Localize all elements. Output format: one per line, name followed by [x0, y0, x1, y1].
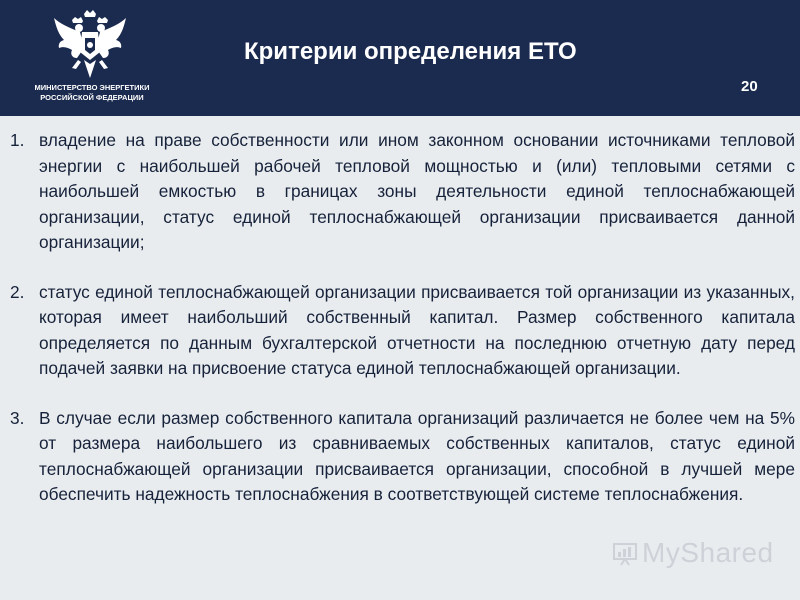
presentation-icon	[612, 540, 638, 566]
ministry-line-1: МИНИСТЕРСТВО ЭНЕРГЕТИКИ	[34, 83, 150, 92]
list-item	[10, 406, 795, 508]
page-number: 20	[741, 78, 758, 95]
watermark	[612, 537, 774, 569]
item-number: 3.	[10, 407, 25, 428]
slide-header	[0, 0, 800, 116]
item-text: владение на праве собственности или ином законном основании источниками тепловой энергии с наибольшей рабочей тепловой мощностью и (или) тепловыми сетями с наибольшей емкостью в границах зоны деятельности единой теплоснабжающей организации, статус единой теплоснабжающей организации присваивается данной организации;	[39, 130, 795, 252]
item-text: статус единой теплоснабжающей организации присваивается той организации из указанных, которая имеет наибольший собственный капитал. Размер собственного капитала определяется по данным бухгалтерской отчетности на последнюю отчетную дату перед подачей заявки на присвоение статуса единой теплоснабжающей организации.	[39, 281, 795, 378]
list-item	[10, 280, 795, 382]
item-number: 2.	[10, 281, 25, 302]
ministry-line-2: РОССИЙСКОЙ ФЕДЕРАЦИИ	[40, 93, 144, 102]
coat-of-arms-icon	[50, 8, 130, 82]
slide-title: Критерии определения ЕТО	[244, 38, 577, 65]
criteria-list	[10, 128, 795, 532]
item-text: В случае если размер собственного капитала организаций различается не более чем на 5% от размера наибольшего из сравниваемых собственных капиталов, статус единой теплоснабжающей организации присваивается организации, способной в лучшей мере обеспечить надежность теплоснабжения в соответствующей системе теплоснабжения.	[39, 407, 795, 504]
ministry-name	[32, 83, 152, 103]
watermark-text: MyShared	[642, 537, 774, 568]
item-number: 1.	[10, 130, 25, 150]
list-item	[10, 128, 795, 256]
